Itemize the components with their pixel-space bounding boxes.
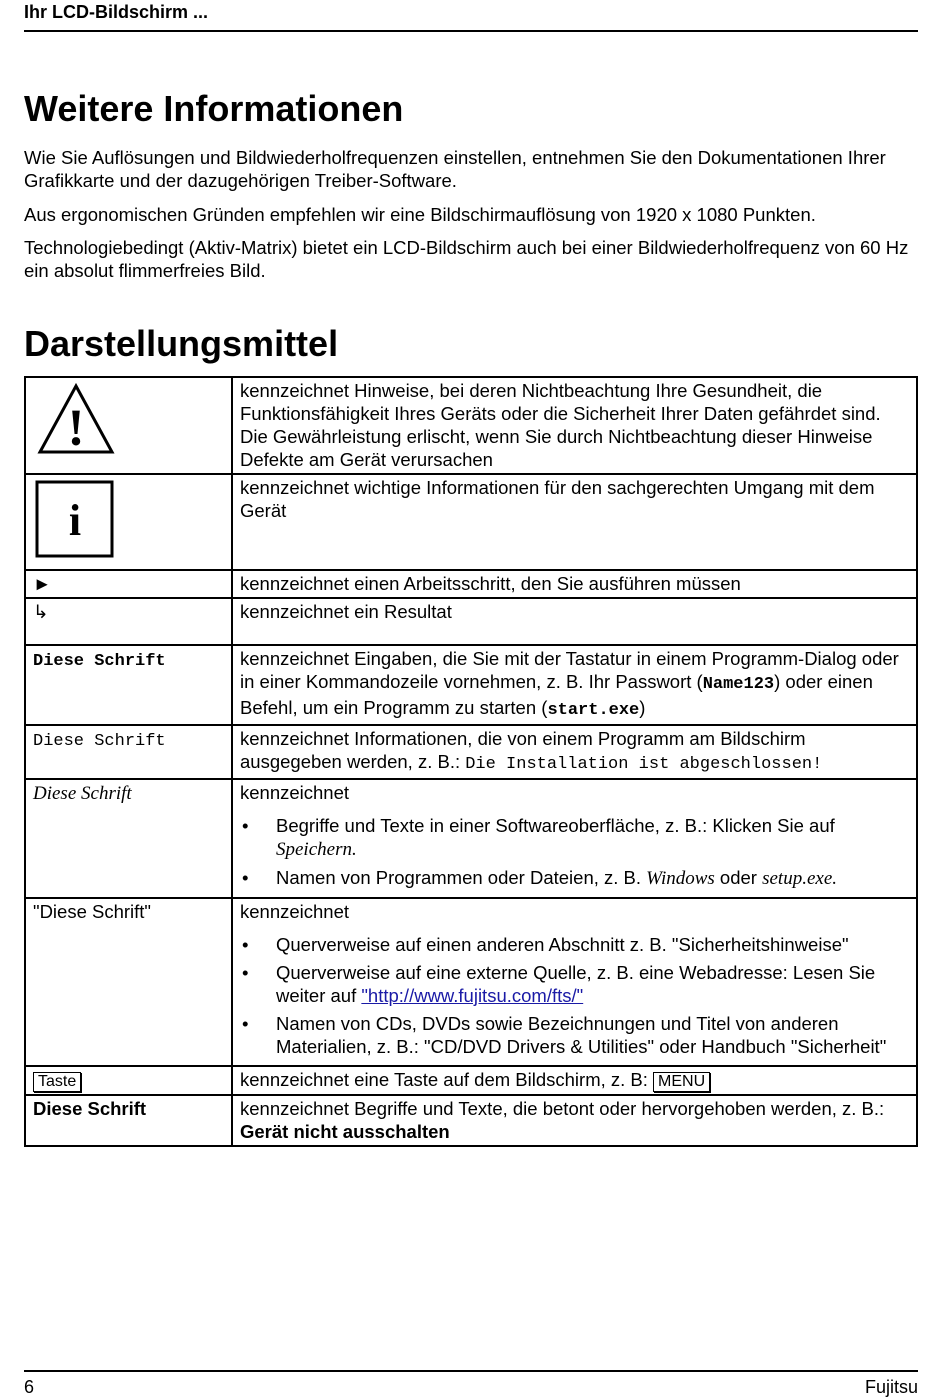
fujitsu-link[interactable]: "http://www.fujitsu.com/fts/" — [361, 985, 584, 1006]
bullet-icon: • — [242, 1013, 249, 1034]
warning-triangle-icon — [36, 382, 116, 456]
desc-text: Namen von Programmen oder Dateien, z. B. — [276, 867, 647, 888]
symbol-cell — [25, 377, 232, 474]
italic-font-sample: Diese Schrift — [33, 783, 132, 804]
page-footer — [24, 1370, 918, 1397]
desc-text: kennzeichnet — [240, 901, 350, 922]
description-cell: kennzeichnet ein Resultat — [232, 598, 917, 645]
list-item — [240, 866, 909, 890]
paragraph-resolution: Wie Sie Auflösungen und Bildwiederholfrequenzen einstellen, entnehmen Sie den Dokumentationen Ihrer Grafikkarte und der dazugehörigen Treiber-Software. — [24, 147, 886, 191]
description-cell — [232, 645, 917, 725]
symbol-cell — [25, 645, 232, 725]
description-cell — [232, 1095, 917, 1146]
desc-text: kennzeichnet Begriffe und Texte, die betont oder hervorgehoben werden, z. B.: — [240, 1098, 885, 1119]
running-header: Ihr LCD-Bildschirm ... — [24, 2, 918, 32]
info-glyph: i — [68, 496, 82, 545]
brand-name: Fujitsu — [864, 1377, 918, 1397]
list-item — [240, 933, 909, 956]
input-font-sample: Diese Schrift — [33, 652, 166, 671]
bullet-icon: • — [242, 934, 249, 955]
code-sample: start.exe — [547, 701, 640, 720]
code-sample: Name123 — [702, 675, 775, 694]
bullet-list — [240, 814, 909, 890]
desc-text: kennzeichnet — [240, 782, 350, 803]
bold-example: Gerät nicht ausschalten — [240, 1121, 450, 1142]
italic-sample: Windows — [646, 868, 715, 889]
desc-text: ) — [639, 697, 646, 718]
bullet-icon: • — [242, 815, 249, 836]
description-cell: kennzeichnet einen Arbeitsschritt, den Sie ausführen müssen — [232, 570, 917, 598]
desc-text: oder — [714, 867, 763, 888]
list-item — [240, 961, 909, 1007]
desc-text: kennzeichnet Eingaben, die Sie mit der Tastatur in einem Programm-Dialog oder in einer Kommandozeile vornehmen, z. B. Ihr Passwort ( — [240, 648, 899, 692]
desc-text: Namen von CDs, DVDs sowie Bezeichnungen und Titel von anderen Materialien, z. B.: "CD/DVD Drivers & Utilities" oder Handbuch "Sicherheit" — [276, 1013, 887, 1057]
table-row — [25, 779, 917, 898]
taste-keycap: Taste — [33, 1072, 81, 1092]
table-row — [25, 570, 917, 598]
table-row — [25, 725, 917, 779]
bold-font-sample: Diese Schrift — [25, 1095, 232, 1146]
desc-text: Begriffe und Texte in einer Softwareoberfläche, z. B.: Klicken Sie auf — [276, 815, 835, 836]
warning-glyph: ! — [67, 400, 85, 456]
desc-text: ) oder einen Befehl, um ein Programm zu starten ( — [240, 671, 873, 718]
bullet-icon: • — [242, 867, 249, 888]
desc-text: kennzeichnet Informationen, die von einem Programm am Bildschirm ausgegeben werden, z. B.: — [240, 728, 806, 772]
description-cell — [232, 1066, 917, 1095]
desc-text: kennzeichnet eine Taste auf dem Bildschirm, z. B: — [240, 1069, 654, 1090]
symbol-cell: "Diese Schrift" — [25, 898, 232, 1066]
bullet-icon: • — [242, 962, 249, 983]
table-row — [25, 598, 917, 645]
table-row — [25, 1066, 917, 1095]
page-number: 6 — [24, 1377, 35, 1397]
info-box-icon — [35, 480, 115, 558]
italic-sample: setup.exe. — [762, 868, 838, 889]
description-cell — [232, 725, 917, 779]
table-row — [25, 474, 917, 570]
symbol-cell — [25, 1066, 232, 1095]
list-item — [240, 814, 909, 861]
description-cell — [232, 779, 917, 898]
output-font-sample: Diese Schrift — [33, 732, 166, 751]
italic-sample: Speichern. — [276, 839, 357, 860]
description-cell — [232, 898, 917, 1066]
section-title-darstellungsmittel: Darstellungsmittel — [24, 323, 339, 364]
step-arrow-icon: ► — [25, 570, 232, 598]
desc-text: Querverweise auf einen anderen Abschnitt z. B. "Sicherheitshinweise" — [276, 934, 849, 955]
description-cell: kennzeichnet wichtige Informationen für den sachgerechten Umgang mit dem Gerät — [232, 474, 917, 570]
code-sample: Die Installation ist abgeschlossen! — [465, 755, 823, 774]
symbol-cell — [25, 474, 232, 570]
bullet-list — [240, 933, 909, 1058]
list-item — [240, 1012, 909, 1058]
result-arrow-icon: ↳ — [25, 598, 232, 645]
paragraph-flicker-free: Technologiebedingt (Aktiv-Matrix) bietet ein LCD-Bildschirm auch bei einer Bildwiederholfrequenz von 60 Hz ein absolut flimmerfreies Bild. — [24, 237, 909, 281]
paragraph-ergonomics: Aus ergonomischen Gründen empfehlen wir eine Bildschirmauflösung von 1920 x 1080 Punkten. — [24, 204, 816, 225]
table-row — [25, 898, 917, 1066]
conventions-table — [24, 376, 918, 1147]
description-cell: kennzeichnet Hinweise, bei deren Nichtbeachtung Ihre Gesundheit, die Funktionsfähigkeit Ihres Geräts oder die Sicherheit Ihrer Daten gefährdet sind. Die Gewährleistung erlischt, wenn Sie durch Nichtbeachtung dieser Hinweise Defekte am Gerät verursachen — [232, 377, 917, 474]
table-row — [25, 645, 917, 725]
symbol-cell — [25, 725, 232, 779]
page — [24, 0, 918, 1399]
section-title-weitere-informationen: Weitere Informationen — [24, 88, 404, 129]
table-row — [25, 377, 917, 474]
table-row — [25, 1095, 917, 1146]
desc-text: Querverweise auf eine externe Quelle, z. B. eine Webadresse: Lesen Sie weiter auf — [276, 962, 876, 1006]
menu-keycap: MENU — [653, 1072, 710, 1092]
symbol-cell — [25, 779, 232, 898]
